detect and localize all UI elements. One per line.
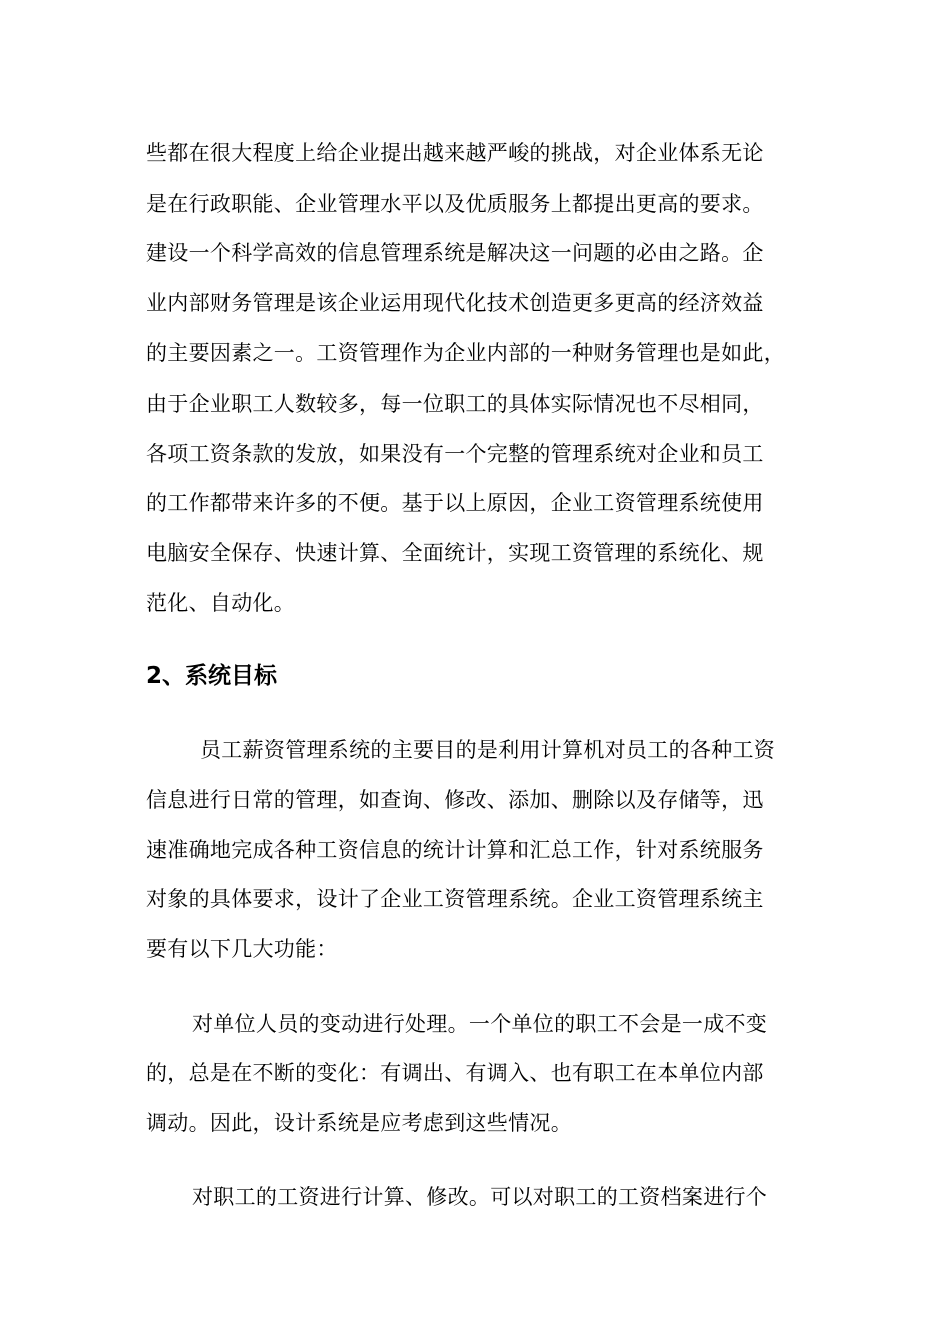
text-line: 对象的具体要求，设计了企业工资管理系统。企业工资管理系统主 <box>146 887 764 911</box>
text-line: 的主要因素之一。工资管理作为企业内部的一种财务管理也是如此， <box>146 341 785 365</box>
text-line: 调动。因此，设计系统是应考虑到这些情况。 <box>146 1111 572 1135</box>
text-line: 的，总是在不断的变化：有调出、有调入、也有职工在本单位内部 <box>146 1061 764 1085</box>
text-line: 由于企业职工人数较多，每一位职工的具体实际情况也不尽相同， <box>146 392 764 416</box>
text-line: 对职工的工资进行计算、修改。可以对职工的工资档案进行个 <box>192 1185 768 1209</box>
text-line: 是在行政职能、企业管理水平以及优质服务上都提出更高的要求。 <box>146 192 764 216</box>
text-line: 对单位人员的变动进行处理。一个单位的职工不会是一成不变 <box>192 1012 768 1036</box>
text-line: 信息进行日常的管理，如查询、修改、添加、删除以及存储等，迅 <box>146 788 764 812</box>
text-line: 的工作都带来许多的不便。基于以上原因，企业工资管理系统使用 <box>146 491 764 515</box>
section-heading: 2、系统目标 <box>146 663 278 689</box>
text-line: 速准确地完成各种工资信息的统计计算和汇总工作，针对系统服务 <box>146 838 764 862</box>
text-line: 员工薪资管理系统的主要目的是利用计算机对员工的各种工资 <box>200 738 776 762</box>
text-line: 各项工资条款的发放，如果没有一个完整的管理系统对企业和员工 <box>146 442 764 466</box>
text-line: 要有以下几大功能： <box>146 937 338 961</box>
text-line: 电脑安全保存、快速计算、全面统计，实现工资管理的系统化、规 <box>146 541 764 565</box>
text-line: 业内部财务管理是该企业运用现代化技术创造更多更高的经济效益 <box>146 291 764 315</box>
text-line: 建设一个科学高效的信息管理系统是解决这一问题的必由之路。企 <box>146 241 764 265</box>
text-line: 些都在很大程度上给企业提出越来越严峻的挑战，对企业体系无论 <box>146 141 764 165</box>
text-line: 范化、自动化。 <box>146 591 296 615</box>
